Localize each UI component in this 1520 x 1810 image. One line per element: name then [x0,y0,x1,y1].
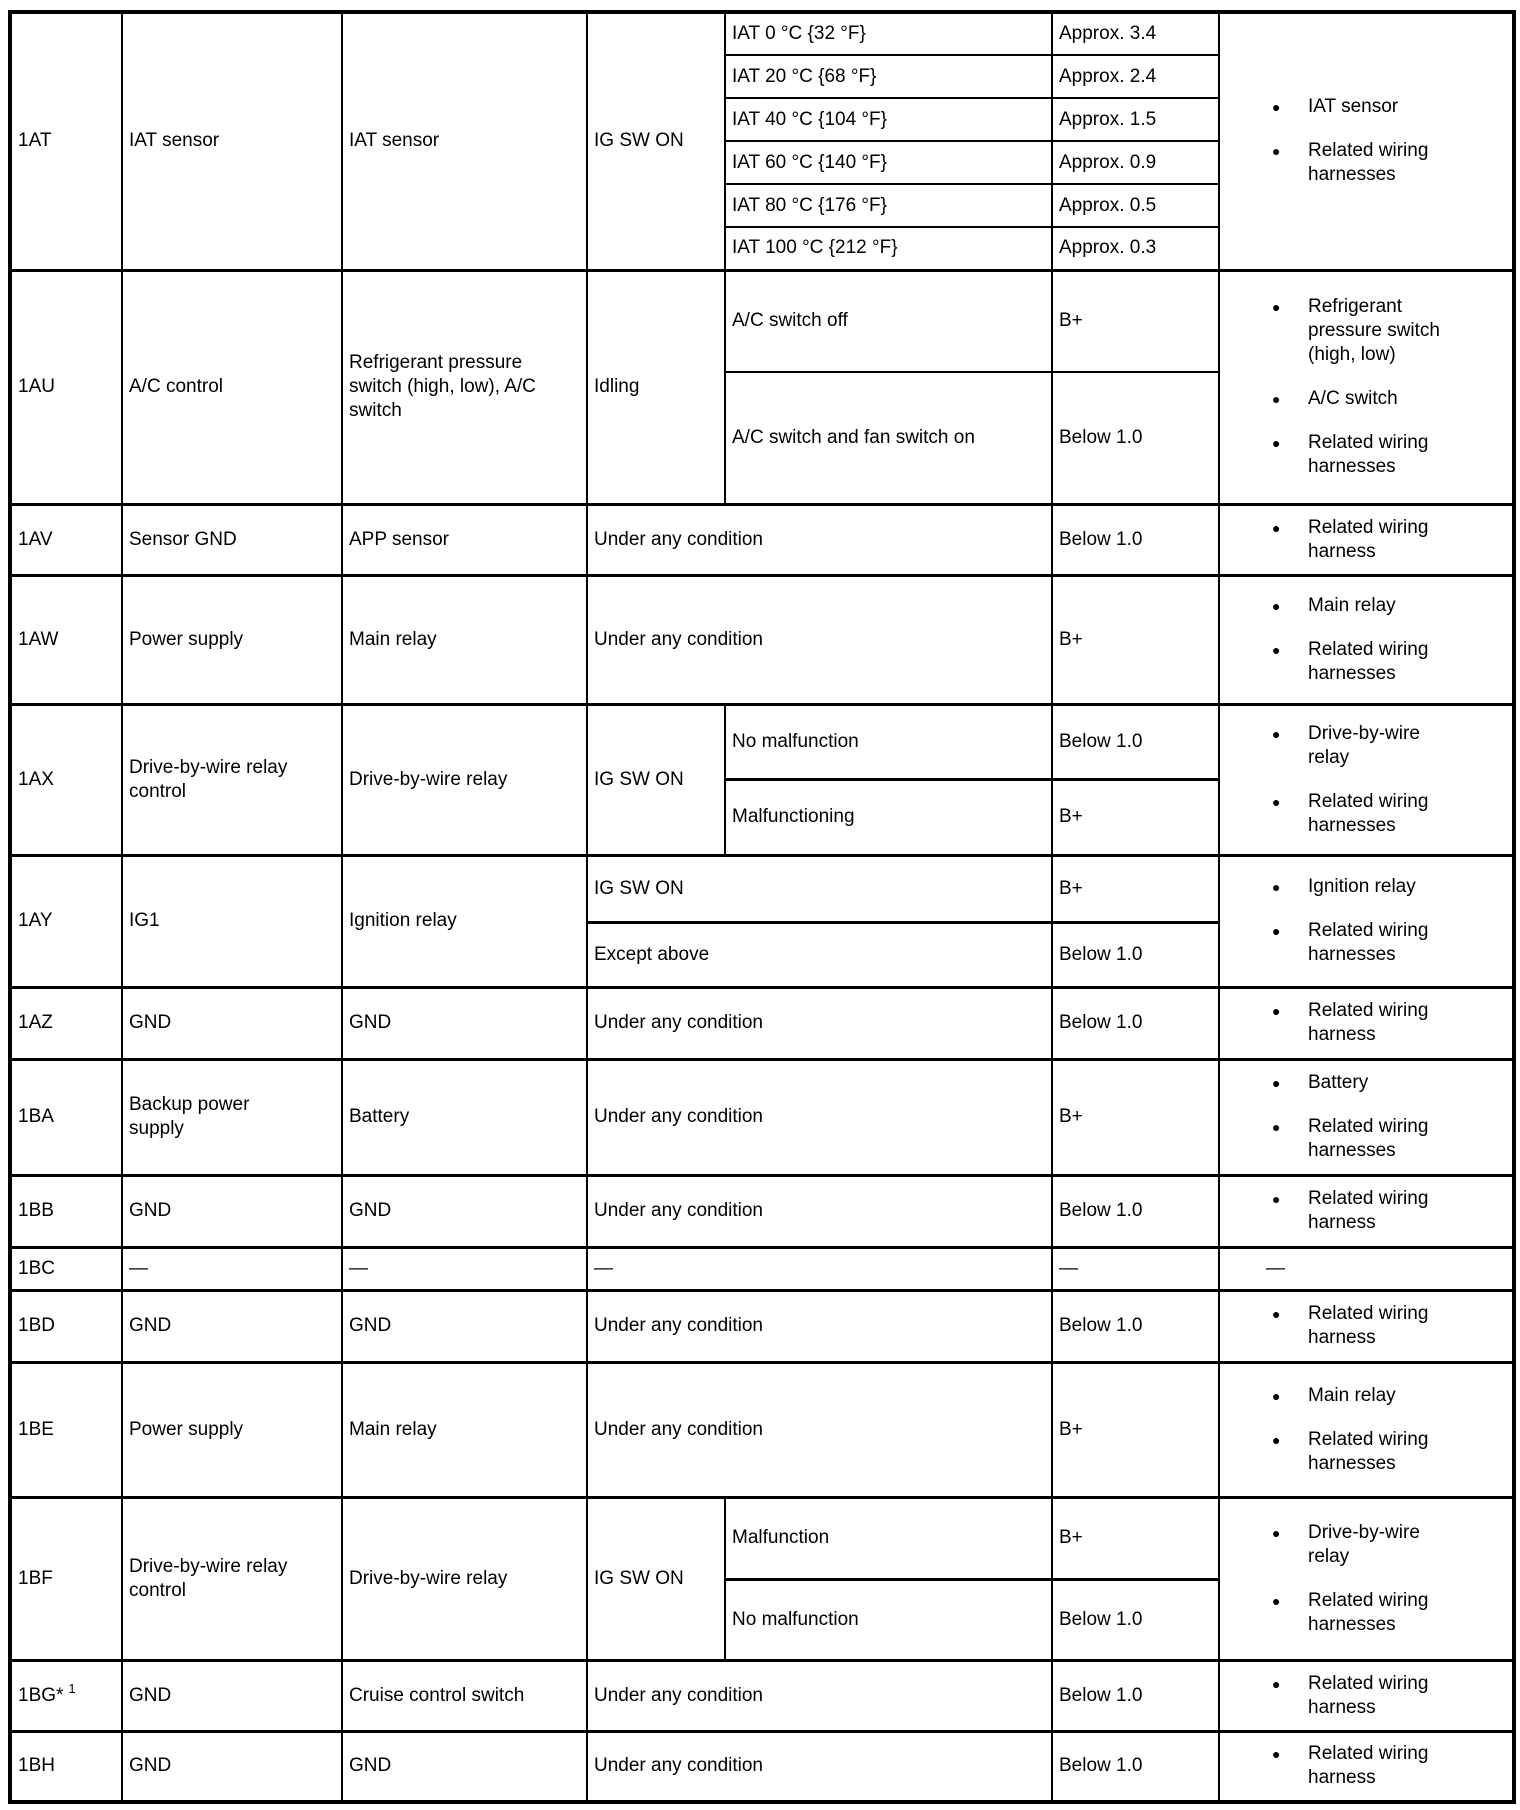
bullet-icon: ● [1272,793,1281,810]
inspection-list [1226,1296,1508,1356]
inspection-item-text: Related wiring harnesses [1308,638,1429,684]
terminal-code-text: 1BH [18,1755,55,1777]
inspection-item [1226,1302,1508,1350]
terminal-voltage-table [8,10,1516,1804]
cell-signal: IG1 [122,855,342,987]
inspection-item [1226,1521,1508,1569]
bullet-icon: ● [1272,1675,1281,1692]
cell-terminal-code [10,504,122,575]
cell-test-condition: IG SW ON [587,1497,725,1660]
bullet-icon: ● [1272,641,1281,658]
cell-voltage: Below 1.0 [1052,372,1219,504]
cell-voltage: B+ [1052,1497,1219,1579]
inspection-list [1226,89,1508,193]
table-row-group-1AV [10,504,1514,575]
cell-sub-condition: Under any condition [587,987,1052,1059]
table-row-group-1AW [10,575,1514,704]
inspection-list [1226,588,1508,692]
cell-voltage: Below 1.0 [1052,1731,1219,1802]
terminal-code-text: 1BB [18,1200,54,1221]
cell-voltage: B+ [1052,1362,1219,1497]
cell-signal: GND [122,1731,342,1802]
cell-connected-to: Drive-by-wire relay [342,704,587,855]
cell-connected-to: GND [342,1731,587,1802]
cell-voltage: Approx. 2.4 [1052,55,1219,98]
inspection-item-text: Ignition relay [1308,876,1416,897]
bullet-icon: ● [1272,299,1281,315]
terminal-code-text: 1AU [18,376,55,397]
cell-terminal-code [10,1247,122,1290]
cell-terminal-code [10,1175,122,1247]
table-body [10,12,1514,1802]
cell-signal: Sensor GND [122,504,342,575]
table-row-group-1AX [10,704,1514,779]
cell-test-condition: IG SW ON [587,704,725,855]
cell-voltage: B+ [1052,855,1219,922]
cell-inspection [1219,504,1514,575]
bullet-icon: ● [1272,99,1281,116]
inspection-list [1226,716,1508,844]
cell-voltage: Approx. 3.4 [1052,12,1219,55]
cell-voltage: Below 1.0 [1052,922,1219,987]
bullet-icon: ● [1272,519,1281,536]
cell-sub-condition: Under any condition [587,1290,1052,1362]
bullet-icon: ● [1272,1592,1281,1609]
cell-terminal-code [10,1731,122,1802]
cell-connected-to: Refrigerant pressure switch (high, low), A/C switch [342,270,587,504]
cell-connected-to: APP sensor [342,504,587,575]
footnote-marker: 1 [68,1681,76,1697]
cell-voltage: Below 1.0 [1052,1290,1219,1362]
cell-sub-condition: A/C switch off [725,270,1052,372]
terminal-code-text: 1AT [18,130,52,152]
bullet-icon: ● [1272,1746,1281,1763]
cell-voltage: B+ [1052,1059,1219,1175]
terminal-code-text: 1AX [18,768,54,790]
bullet-icon: ● [1272,1524,1281,1541]
cell-sub-condition: Under any condition [587,1660,1052,1731]
inspection-list [1226,1251,1508,1287]
inspection-item-text: Related wiring harness [1308,1672,1429,1718]
inspection-item [1226,387,1508,411]
cell-voltage: Below 1.0 [1052,987,1219,1059]
bullet-icon: ● [1272,1119,1281,1135]
cell-voltage: Below 1.0 [1052,504,1219,575]
cell-sub-condition: — [587,1247,1052,1290]
cell-sub-condition: IAT 0 °C {32 °F} [725,12,1052,55]
cell-sub-condition: IAT 20 °C {68 °F} [725,55,1052,98]
bullet-icon: ● [1272,1431,1281,1448]
table-row-group-1BB [10,1175,1514,1247]
cell-sub-condition: Malfunction [725,1497,1052,1579]
cell-terminal-code [10,575,122,704]
cell-connected-to: Battery [342,1059,587,1175]
bullet-icon: ● [1272,923,1281,939]
cell-sub-condition: Under any condition [587,1059,1052,1175]
cell-inspection [1219,12,1514,270]
inspection-item-text: Related wiring harness [1308,1743,1429,1789]
inspection-item-text: Drive-by-wire relay [1308,722,1420,768]
inspection-item [1226,95,1508,119]
terminal-code-text: 1AW [18,628,59,650]
inspection-item [1226,919,1508,967]
table-row-group-1AZ [10,987,1514,1059]
terminal-code-text: 1BE [18,1418,54,1440]
table-row-group-1BC [10,1247,1514,1290]
cell-connected-to: GND [342,987,587,1059]
cell-sub-condition: Under any condition [587,504,1052,575]
cell-terminal-code [10,1290,122,1362]
cell-terminal-code [10,12,122,270]
inspection-item [1226,139,1508,187]
inspection-item [1226,722,1508,770]
inspection-list [1226,993,1508,1053]
inspection-item [1226,431,1508,479]
inspection-item-text: Refrigerant pressure switch (high, low) [1308,296,1440,365]
cell-signal: IAT sensor [122,12,342,270]
cell-signal: A/C control [122,270,342,504]
inspection-item [1226,1589,1508,1637]
terminal-code-text: 1AV [18,528,53,550]
cell-voltage: B+ [1052,575,1219,704]
cell-terminal-code [10,1362,122,1497]
inspection-item [1226,594,1508,618]
inspection-list [1226,1181,1508,1241]
cell-connected-to: Drive-by-wire relay [342,1497,587,1660]
cell-connected-to: IAT sensor [342,12,587,270]
table-row-group-1AU [10,270,1514,372]
cell-voltage: B+ [1052,270,1219,372]
bullet-icon: ● [1272,1003,1281,1019]
inspection-item-text: Related wiring harnesses [1308,1116,1429,1161]
cell-voltage: Approx. 0.9 [1052,141,1219,184]
cell-signal: Power supply [122,1362,342,1497]
cell-terminal-code [10,855,122,987]
bullet-icon: ● [1272,391,1281,407]
cell-inspection [1219,1497,1514,1660]
inspection-item [1226,790,1508,838]
inspection-item-text: Related wiring harnesses [1308,920,1429,965]
inspection-item-text: Battery [1308,1072,1369,1093]
cell-voltage: Approx. 0.5 [1052,184,1219,227]
cell-voltage: Below 1.0 [1052,1660,1219,1731]
inspection-item [1226,875,1508,899]
inspection-item [1226,1672,1508,1720]
inspection-item-text: Related wiring harnesses [1308,1428,1429,1474]
cell-voltage: Approx. 1.5 [1052,98,1219,141]
inspection-list [1226,869,1508,973]
cell-terminal-code [10,1660,122,1731]
cell-sub-condition: A/C switch and fan switch on [725,372,1052,504]
cell-signal: Drive-by-wire relay control [122,1497,342,1660]
inspection-item-text: A/C switch [1308,388,1398,409]
cell-terminal-code [10,270,122,504]
inspection-list [1226,1065,1508,1169]
cell-inspection [1219,855,1514,987]
inspection-list [1226,1515,1508,1643]
cell-inspection [1219,987,1514,1059]
cell-inspection [1219,1247,1514,1290]
terminal-code-text: 1BG* [18,1684,64,1706]
inspection-item-text: Related wiring harness [1308,1188,1429,1233]
inspection-item [1226,1428,1508,1476]
inspection-item [1226,1742,1508,1790]
cell-sub-condition: Under any condition [587,575,1052,704]
cell-signal: Power supply [122,575,342,704]
cell-terminal-code [10,987,122,1059]
inspection-item-text: Related wiring harnesses [1308,1589,1429,1635]
cell-connected-to: Main relay [342,575,587,704]
inspection-item-text: Related wiring harnesses [1308,432,1429,477]
inspection-item-text: Related wiring harnesses [1308,790,1429,836]
table-row-group-1BD [10,1290,1514,1362]
inspection-item [1226,999,1508,1047]
cell-sub-condition: IG SW ON [587,855,1052,922]
inspection-item [1226,1384,1508,1408]
cell-signal: — [122,1247,342,1290]
inspection-list [1226,1736,1508,1796]
cell-terminal-code [10,1059,122,1175]
cell-voltage: Below 1.0 [1052,1579,1219,1660]
bullet-icon: ● [1272,725,1281,742]
cell-inspection [1219,270,1514,504]
table-row-group-1BF [10,1497,1514,1579]
table-row-group-1BH [10,1731,1514,1802]
inspection-item [1226,638,1508,686]
terminal-code-text: 1BA [18,1106,54,1127]
bullet-icon: ● [1272,1191,1281,1207]
cell-inspection [1219,1731,1514,1802]
bullet-icon: ● [1272,597,1281,614]
inspection-item [1226,1071,1508,1095]
inspection-item-text: Related wiring harness [1308,516,1429,562]
cell-connected-to: Cruise control switch [342,1660,587,1731]
cell-inspection [1219,1290,1514,1362]
inspection-item-text: Related wiring harnesses [1308,140,1429,186]
terminal-code-text: 1AY [18,910,53,931]
inspection-item-text: Main relay [1308,594,1396,616]
table-row-group-1AY [10,855,1514,922]
cell-sub-condition: Under any condition [587,1362,1052,1497]
table-row-group-1AT [10,12,1514,55]
inspection-item [1226,1187,1508,1235]
cell-signal: GND [122,987,342,1059]
cell-inspection [1219,704,1514,855]
cell-sub-condition: IAT 60 °C {140 °F} [725,141,1052,184]
cell-connected-to: GND [342,1175,587,1247]
cell-terminal-code [10,704,122,855]
inspection-list [1226,1378,1508,1482]
inspection-item [1226,295,1508,367]
terminal-code-text: 1BF [18,1567,53,1589]
cell-voltage: Approx. 0.3 [1052,227,1219,270]
cell-connected-to: Main relay [342,1362,587,1497]
inspection-list [1226,1666,1508,1726]
cell-voltage: — [1052,1247,1219,1290]
cell-connected-to: — [342,1247,587,1290]
cell-sub-condition: IAT 100 °C {212 °F} [725,227,1052,270]
cell-voltage: B+ [1052,779,1219,855]
cell-signal: GND [122,1660,342,1731]
cell-test-condition: Idling [587,270,725,504]
inspection-list [1226,510,1508,570]
inspection-item [1226,1115,1508,1163]
cell-inspection [1219,575,1514,704]
inspection-item-text: Related wiring harness [1308,1303,1429,1348]
terminal-code-text: 1AZ [18,1012,53,1033]
inspection-item [1226,516,1508,564]
bullet-icon: ● [1272,435,1281,451]
cell-sub-condition: Malfunctioning [725,779,1052,855]
inspection-list [1226,289,1508,485]
table-row-group-1BE [10,1362,1514,1497]
inspection-item-text: IAT sensor [1308,96,1399,118]
inspection-item-text: Related wiring harness [1308,1000,1429,1045]
cell-sub-condition: No malfunction [725,1579,1052,1660]
inspection-item-text: — [1266,1257,1285,1279]
bullet-icon: ● [1272,1387,1281,1404]
cell-sub-condition: IAT 40 °C {104 °F} [725,98,1052,141]
inspection-item-text: Main relay [1308,1384,1396,1406]
cell-sub-condition: IAT 80 °C {176 °F} [725,184,1052,227]
terminal-code-text: 1BD [18,1315,55,1336]
cell-sub-condition: Except above [587,922,1052,987]
terminal-code-text: 1BC [18,1257,55,1279]
bullet-icon: ● [1272,1075,1281,1091]
cell-test-condition: IG SW ON [587,12,725,270]
table-row-group-1BA [10,1059,1514,1175]
bullet-icon: ● [1272,879,1281,895]
cell-connected-to: Ignition relay [342,855,587,987]
cell-connected-to: GND [342,1290,587,1362]
inspection-item-text: Drive-by-wire relay [1308,1521,1420,1567]
cell-terminal-code [10,1497,122,1660]
cell-sub-condition: No malfunction [725,704,1052,779]
cell-signal: Backup power supply [122,1059,342,1175]
cell-voltage: Below 1.0 [1052,1175,1219,1247]
bullet-icon: ● [1272,1306,1281,1322]
cell-inspection [1219,1660,1514,1731]
cell-inspection [1219,1175,1514,1247]
bullet-icon: ● [1272,143,1281,160]
cell-inspection [1219,1059,1514,1175]
cell-signal: Drive-by-wire relay control [122,704,342,855]
table-row-group-1BG [10,1660,1514,1731]
cell-inspection [1219,1362,1514,1497]
cell-signal: GND [122,1290,342,1362]
cell-voltage: Below 1.0 [1052,704,1219,779]
cell-sub-condition: Under any condition [587,1731,1052,1802]
cell-sub-condition: Under any condition [587,1175,1052,1247]
cell-signal: GND [122,1175,342,1247]
inspection-item [1226,1257,1508,1281]
